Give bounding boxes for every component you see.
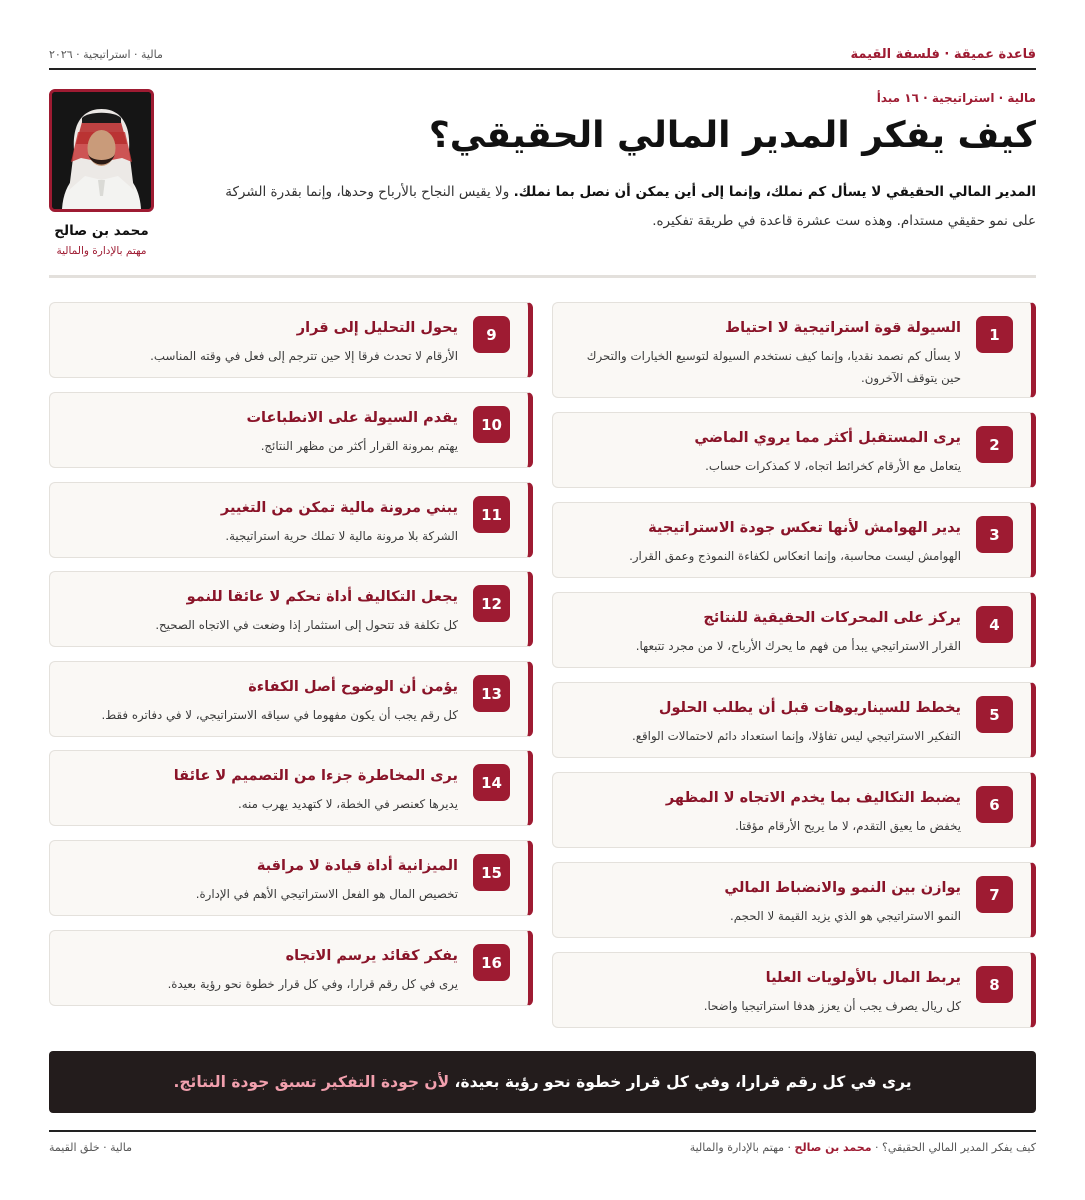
rule-description: القرار الاستراتيجي يبدأ من فهم ما يحرك الأرباح، لا من مجرد تتبعها. <box>635 639 961 653</box>
rule-card <box>49 661 533 737</box>
rule-card <box>552 302 1036 398</box>
author-role: مهتم بالإدارة والمالية <box>56 245 147 257</box>
edition-label: مالية · استراتيجية · ٢٠٢٦ <box>49 47 163 61</box>
rule-card <box>552 502 1036 578</box>
rule-number: 7 <box>976 876 1013 913</box>
rule-card <box>49 482 533 558</box>
rule-card <box>552 592 1036 668</box>
rule-description: لا يسأل كم نصمد نقديا، وإنما كيف نستخدم السيولة لتوسيع الخيارات والتحرك حين يتوقف الآخرون. <box>586 349 961 385</box>
quote-main: يرى في كل رقم قرارا، وفي كل قرار خطوة نحو رؤية بعيدة، <box>449 1073 912 1091</box>
footer-author: محمد بن صالح <box>794 1140 872 1154</box>
rule-card <box>49 571 533 647</box>
rule-title: يفكر كقائد يرسم الاتجاه <box>285 948 458 964</box>
rule-number: 9 <box>473 316 510 353</box>
rule-card <box>49 392 533 468</box>
intro-paragraph <box>221 178 1036 236</box>
section-divider <box>49 275 1036 278</box>
rule-title: يدير الهوامش لأنها تعكس جودة الاستراتيجية <box>648 520 961 536</box>
avatar <box>49 89 154 212</box>
rule-description: يتعامل مع الأرقام كخرائط اتجاه، لا كمذكرات حساب. <box>705 459 961 473</box>
rule-number: 5 <box>976 696 1013 733</box>
rule-title: يبني مرونة مالية تمكن من التغيير <box>220 500 458 516</box>
rule-title: يربط المال بالأولويات العليا <box>765 970 961 986</box>
rule-number: 2 <box>976 426 1013 463</box>
top-bar <box>49 40 1036 68</box>
rule-title: يوازن بين النمو والانضباط المالي <box>724 880 961 896</box>
rule-title: يضبط التكاليف بما يخدم الاتجاه لا المظهر <box>665 790 961 806</box>
rule-title: يؤمن أن الوضوح أصل الكفاءة <box>248 679 458 695</box>
rule-number: 6 <box>976 786 1013 823</box>
rule-title: يرى المستقبل أكثر مما يروي الماضي <box>694 430 961 446</box>
rule-number: 12 <box>473 585 510 622</box>
rule-description: يخفض ما يعيق التقدم، لا ما يريح الأرقام مؤقتا. <box>735 819 961 833</box>
rule-number: 8 <box>976 966 1013 1003</box>
footer-credit <box>690 1141 1036 1154</box>
series-label: قاعدة عميقة · فلسفة القيمة <box>850 46 1036 62</box>
rule-card <box>49 930 533 1006</box>
rule-number: 10 <box>473 406 510 443</box>
rule-title: يرى المخاطرة جزءا من التصميم لا عائقا <box>173 768 458 784</box>
page-title: كيف يفكر المدير المالي الحقيقي؟ <box>428 115 1036 156</box>
closing-quote <box>49 1051 1036 1113</box>
intro-lead: المدير المالي الحقيقي لا يسأل كم نملك، وإنما إلى أين يمكن أن نصل بما نملك. <box>513 184 1036 200</box>
rule-number: 15 <box>473 854 510 891</box>
rule-card <box>552 412 1036 488</box>
rule-description: الشركة بلا مرونة مالية لا تملك حرية استراتيجية. <box>225 529 458 543</box>
rule-number: 1 <box>976 316 1013 353</box>
rule-description: يديرها كعنصر في الخطة، لا كتهديد يهرب منه. <box>237 797 458 811</box>
rule-description: النمو الاستراتيجي هو الذي يزيد القيمة لا الحجم. <box>730 909 961 923</box>
rule-title: يركز على المحركات الحقيقية للنتائج <box>703 610 961 626</box>
rule-card <box>552 952 1036 1028</box>
rule-description: يهتم بمرونة القرار أكثر من مظهر النتائج. <box>260 439 458 453</box>
intro-body: ولا يقيس النجاح بالأرباح وحدها، وإنما بقدرة الشركة على نمو حقيقي مستدام. وهذه ست عشرة قاعدة في طريقة تفكيره. <box>225 184 1036 229</box>
footer-tag: مالية · خلق القيمة <box>49 1140 132 1154</box>
bottom-divider <box>49 1130 1036 1132</box>
rule-title: يحول التحليل إلى قرار <box>296 320 458 336</box>
kicker: مالية · استراتيجية · ١٦ مبدأ <box>876 91 1036 105</box>
rule-card <box>49 302 533 378</box>
author-name: محمد بن صالح <box>54 223 149 239</box>
footer-separator: · <box>871 1140 883 1154</box>
rule-description: التفكير الاستراتيجي ليس تفاؤلا، وإنما استعداد دائم لاحتمالات الواقع. <box>632 729 961 743</box>
rule-title: السيولة قوة استراتيجية لا احتياط <box>725 320 961 336</box>
rule-number: 3 <box>976 516 1013 553</box>
page <box>49 0 1036 1200</box>
rule-number: 13 <box>473 675 510 712</box>
rule-card <box>552 772 1036 848</box>
rule-card <box>49 750 533 826</box>
rule-title: يقدم السيولة على الانطباعات <box>246 410 458 426</box>
author-photo <box>52 92 151 209</box>
quote-highlight: لأن جودة التفكير تسبق جودة النتائج. <box>173 1073 450 1091</box>
rule-description: الأرقام لا تحدث فرقا إلا حين تترجم إلى فعل في وقته المناسب. <box>150 349 458 363</box>
rule-title: يجعل التكاليف أداة تحكم لا عائقا للنمو <box>186 589 458 605</box>
rule-description: كل تكلفة قد تتحول إلى استثمار إذا وضعت في الاتجاه الصحيح. <box>155 618 458 632</box>
rule-number: 11 <box>473 496 510 533</box>
footer-title: كيف يفكر المدير المالي الحقيقي؟ <box>882 1140 1036 1154</box>
rule-number: 16 <box>473 944 510 981</box>
footer-role: · مهتم بالإدارة والمالية <box>689 1140 795 1154</box>
rule-card <box>49 840 533 916</box>
rule-description: كل ريال يصرف يجب أن يعزز هدفا استراتيجيا واضحا. <box>703 999 961 1013</box>
author-block <box>49 89 154 257</box>
rule-number: 4 <box>976 606 1013 643</box>
rule-description: كل رقم يجب أن يكون مفهوما في سياقه الاستراتيجي، لا في دفاتره فقط. <box>101 708 458 722</box>
top-divider <box>49 68 1036 70</box>
rule-card <box>552 682 1036 758</box>
rule-description: تخصيص المال هو الفعل الاستراتيجي الأهم في الإدارة. <box>195 887 458 901</box>
rule-description: يرى في كل رقم قرارا، وفي كل قرار خطوة نحو رؤية بعيدة. <box>167 977 458 991</box>
rule-number: 14 <box>473 764 510 801</box>
rule-title: الميزانية أداة قيادة لا مراقبة <box>256 858 458 874</box>
rule-description: الهوامش ليست محاسبة، وإنما انعكاس لكفاءة النموذج وعمق القرار. <box>629 549 961 563</box>
rule-card <box>552 862 1036 938</box>
rule-title: يخطط للسيناريوهات قبل أن يطلب الحلول <box>658 700 961 716</box>
footer <box>49 1137 1036 1157</box>
